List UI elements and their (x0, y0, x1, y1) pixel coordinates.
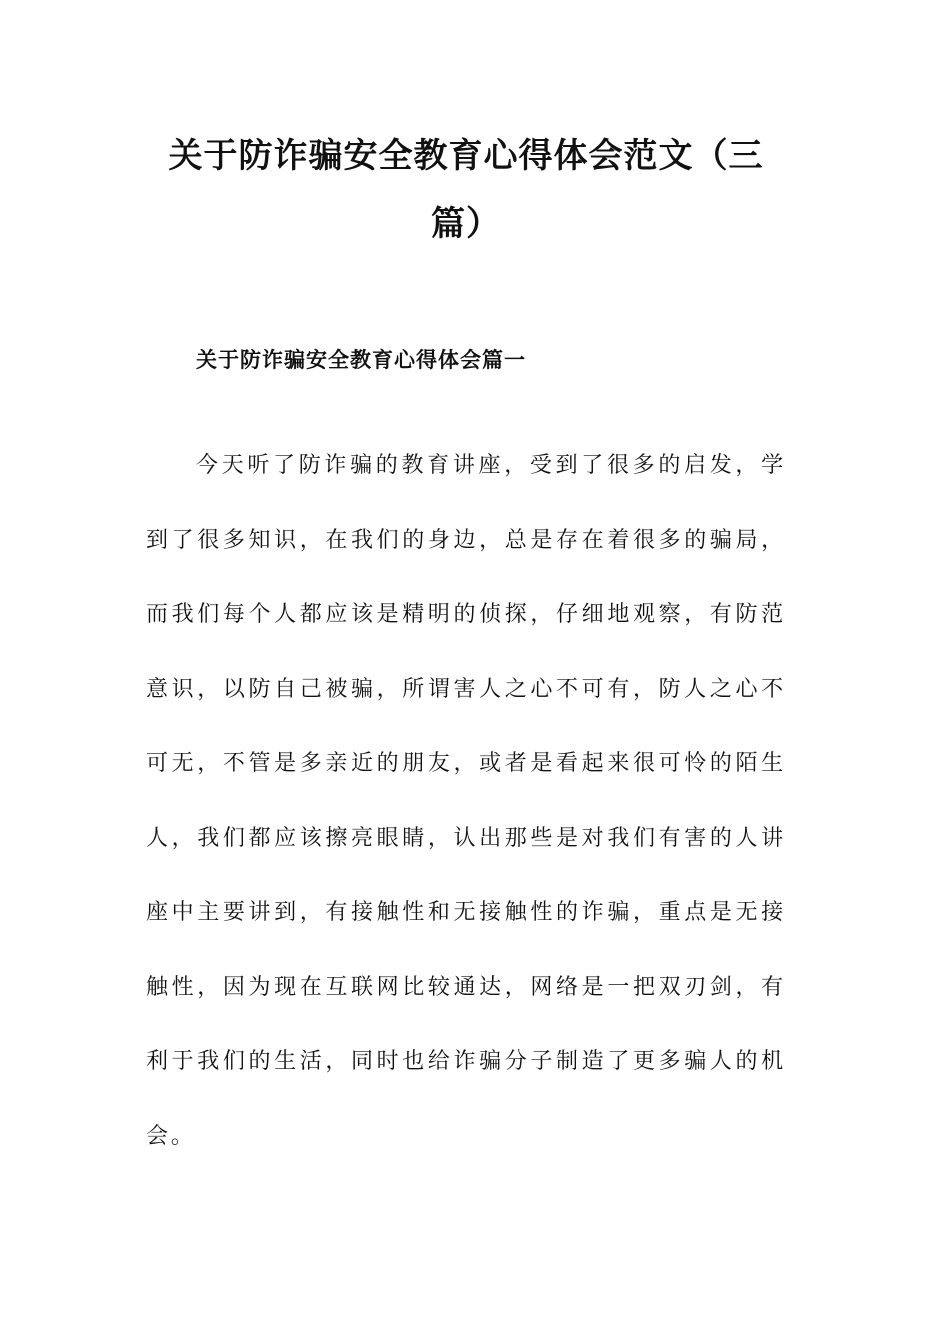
document-title: 关于防诈骗安全教育心得体会范文（三篇） (168, 136, 764, 244)
body-paragraph: 今天听了防诈骗的教育讲座，受到了很多的启发，学到了很多知识，在我们的身边，总是存在着很多的骗局，而我们每个人都应该是精明的侦探，仔细地观察，有防范意识，以防自己被骗，所谓害人之心不可有，防人之心不可无，不管是多亲近的朋友，或者是看起来很可怜的陌生人，我们都应该擦亮眼睛，认出那些是对我们有害的人讲座中主要讲到，有接触性和无接触性的诈骗，重点是无接触性，因为现在互联网比较通达，网络是一把双刃剑，有利于我们的生活，同时也给诈骗分子制造了更多骗人的机会。 (146, 453, 786, 1149)
section-heading: 关于防诈骗安全教育心得体会篇一 (196, 348, 526, 372)
